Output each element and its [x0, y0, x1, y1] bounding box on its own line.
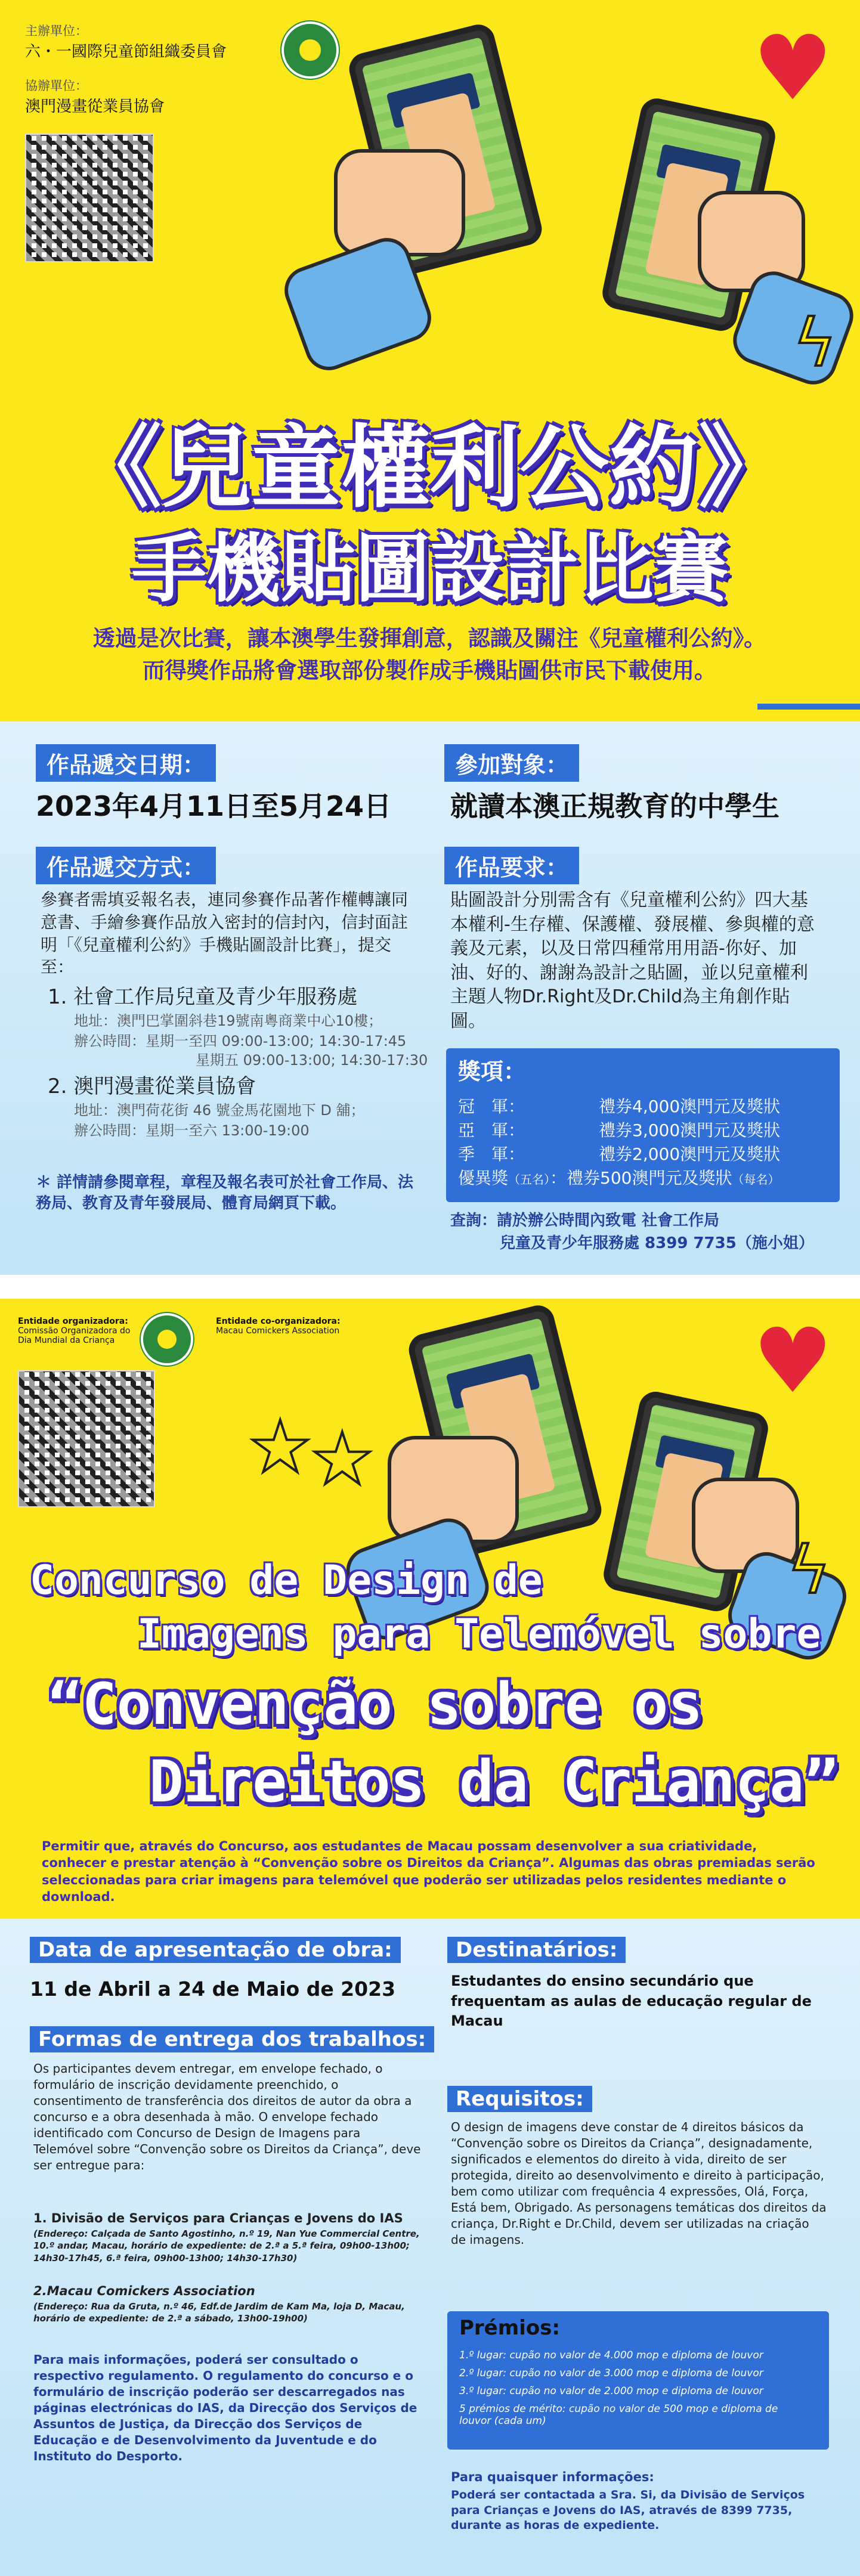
hand-left-illustration [334, 149, 465, 256]
requirements-label: Requisitos: [447, 2086, 592, 2112]
prize-row: 3.º lugar: cupão no valor de 2.000 mop e diploma de louvor [459, 2385, 763, 2397]
place-1-hours-1: 辦公時間：星期一至四 09:00-13:00; 14:30-17:45 [74, 1033, 407, 1049]
enquiry-text: Poderá ser contactada a Sra. Si, da Divisão de Serviços para Crianças e Jovens do IAS, através de 8399 7735, durante as horas de expediente. [451, 2488, 805, 2532]
prize-box [446, 1048, 840, 1202]
intro-line-1: 透過是次比賽，讓本澳學生發揮創意，認識及關注《兒童權利公約》。 [92, 626, 766, 651]
organizer-label: Entidade organizadora: [18, 1317, 128, 1326]
method-text: Os participantes devem entregar, em envelope fechado, o formulário de inscrição devidamente preenchido, o consentimento de transferência dos direitos de autor da obra a concurso e a obra desenhada à mão. O envelope fechado identificado com Concurso de Design de Imagens para Telemóvel sobre “Convenção sobre os Direitos da Criança”, deve ser entregue para: [33, 2061, 421, 2172]
title-line-1: Concurso de Design de [30, 1557, 543, 1604]
intro-line-2: 而得獎作品將會選取部份製作成手機貼圖供市民下載使用。 [143, 658, 716, 683]
target-label: 參加對象： [444, 744, 579, 782]
note-text: ＊ 詳情請參閱章程，章程及報名表可於社會工作局、法務局、教育及青年發展局、體育局網頁下載。 [36, 1174, 414, 1213]
place-2-name: 2. 澳門漫畫從業員協會 [48, 1075, 256, 1098]
prize-row: 亞 軍： 禮券3,000澳門元及獎狀 [458, 1120, 781, 1140]
enquiry-line-1: 查詢：請於辦公時間內致電 社會工作局 [450, 1212, 720, 1230]
requirements-label: 作品要求： [444, 847, 579, 884]
chinese-poster [0, 0, 860, 1275]
title-line-4: Direitos da Criança” [149, 1748, 839, 1815]
prize-row: 優異獎（五名）：禮券500澳門元及獎狀（每名） [458, 1168, 780, 1188]
qr-code[interactable] [18, 1370, 155, 1507]
qr-code[interactable] [25, 134, 154, 262]
requirements-text: 貼圖設計分別需含有《兒童權利公約》四大基本權利-生存權、保護權、發展權、參與權的意義及元素，以及日常四種常用用語-你好、加油、好的、謝謝為設計之貼圖，並以兒童權利主題人物Dr.Right及Dr.Child為主角創作貼圖。 [450, 890, 815, 1032]
prize-box [447, 2311, 829, 2450]
organizer-label: 主辦單位： [25, 24, 88, 38]
enquiry-line-2: 兒童及青少年服務處 8399 7735（施小姐） [500, 1234, 814, 1252]
deadline-value: 11 de Abril a 24 de Maio de 2023 [30, 1977, 396, 2001]
title-line-3: “Convenção sobre os [48, 1671, 703, 1738]
lightning-icon: ϟ [787, 1532, 831, 1608]
place-1-name: 1. Divisão de Serviços para Crianças e Jovens do IAS [33, 2211, 403, 2225]
target-label: Destinatários: [447, 1937, 626, 1963]
place-2-detail: (Endereço: Rua da Gruta, n.º 46, Edf.de Jardim de Kam Ma, loja D, Macau, horário de expediente: de 2.ª a sábado, 13h00-19h00) [33, 2301, 405, 2324]
method-label: 作品遞交方式： [36, 847, 216, 884]
portuguese-poster [0, 1299, 860, 2576]
enquiry-label: Para quaisquer informações: [451, 2470, 654, 2484]
coorganizer-name: 澳門漫畫從業員協會 [25, 98, 165, 116]
coorganizer-label: Entidade co-organizadora: [216, 1317, 341, 1326]
deadline-value: 2023年4月11日至5月24日 [36, 790, 392, 822]
place-2-hours: 辦公時間：星期一至六 13:00-19:00 [74, 1122, 310, 1139]
coorganizer-name: Macau Comickers Association [216, 1326, 340, 1336]
deadline-label: Data de apresentação de obra: [30, 1937, 401, 1963]
organizer-block [25, 21, 227, 61]
heart-icon: ♥ [753, 1309, 833, 1413]
prize-label: 獎項： [458, 1058, 527, 1085]
intro-text: Permitir que, através do Concurso, aos estudantes de Macau possam desenvolver a sua criatividade, conhecer e prestar atenção à “Convenção sobre os Direitos da Criança”. Algumas das obras premiadas serão seleccionadas para criar imagens para telemóvel que poderão ser utilizadas pelos residentes mediante o download. [42, 1839, 815, 1905]
place-1-detail: (Endereço: Calçada de Santo Agostinho, n.º 19, Nan Yue Commercial Centre, 10.º andar, Macau, horário de expediente: de 2.ª a 5.ª feira, 09h00-13h00; 14h30-17h45, 6.ª feira, 09h00-13h00; 14h30-17h30) [33, 2228, 420, 2264]
organizer-name: Comissão Organizadora do Dia Mundial da Criança [18, 1326, 131, 1345]
place-2-address: 地址：澳門荷花街 46 號金馬花園地下 D 舖； [74, 1102, 365, 1119]
target-value: 就讀本澳正規教育的中學生 [450, 790, 779, 822]
star-icon: ★ [248, 1406, 313, 1489]
prize-row: 季 軍： 禮券2,000澳門元及獎狀 [458, 1144, 781, 1164]
prize-row: 2.º lugar: cupão no valor de 3.000 mop e diploma de louvor [459, 2367, 763, 2379]
star-icon: ★ [310, 1418, 375, 1501]
title-line-1: 《兒童權利公約》 [72, 416, 788, 520]
divider-stripe [757, 704, 860, 710]
organizer-logo [141, 1313, 193, 1366]
organizer-name: 六・一國際兒童節組織委員會 [25, 43, 227, 61]
requirements-text: O design de imagens deve constar de 4 direitos básicos da “Convenção sobre os Direitos da Criança”, designadamente, significados e elementos do direito à vida, direito de ser protegida, direito ao desenvolvimento e direito à participação, bem como utilizar com frequência 4 expressões, Olá, Força, Está bem, Obrigado. As personagens temáticas dos direitos da criança, Dr.Right e Dr.Child, devem ser utilizadas na criação de imagens. [451, 2120, 827, 2247]
prize-row: 1.º lugar: cupão no valor de 4.000 mop e diploma de louvor [459, 2349, 763, 2361]
prize-label: Prémios: [459, 2316, 561, 2340]
organizer-block [18, 1317, 137, 1345]
place-1-hours-2: 星期五 09:00-13:00; 14:30-17:30 [196, 1052, 428, 1069]
title-line-2: Imagens para Telemóvel sobre [137, 1611, 821, 1658]
heart-icon: ♥ [753, 17, 833, 120]
note-text: Para mais informações, poderá ser consultado o respectivo regulamento. O regulamento do concurso e o formulário de inscrição poderão ser descarregados nas páginas electrónicas do IAS, da Direcção dos Serviços de Assuntos de Justiça, da Direcção dos Serviços de Educação e de Desenvolvimento da Juventude e do Instituto do Desporto. [33, 2352, 417, 2463]
method-text: 參賽者需填妥報名表，連同參賽作品著作權轉讓同意書、手繪參賽作品放入密封的信封內，信封面註明「《兒童權利公約》手機貼圖設計比賽」，提交至： [41, 890, 409, 977]
prize-row: 冠 軍： 禮券4,000澳門元及獎狀 [458, 1097, 781, 1116]
method-label: Formas de entrega dos trabalhos: [30, 2026, 434, 2052]
target-value: Estudantes do ensino secundário que frequentam as aulas de educação regular de Macau [451, 1973, 812, 2030]
poster-gap [0, 1275, 860, 1299]
title-line-2: 手機貼圖設計比賽 [132, 526, 728, 612]
place-1-name: 1. 社會工作局兒童及青少年服務處 [48, 985, 358, 1009]
coorganizer-block [25, 76, 165, 116]
organizer-logo [281, 21, 339, 79]
place-2-name: 2.Macau Comickers Association [33, 2284, 255, 2298]
lightning-icon: ϟ [793, 305, 837, 381]
prize-row: 5 prémios de mérito: cupão no valor de 500 mop e diploma de louvor (cada um) [459, 2403, 778, 2427]
place-1-address: 地址：澳門巴掌圍斜巷19號南粵商業中心10樓； [74, 1013, 383, 1029]
deadline-label: 作品遞交日期： [36, 744, 216, 782]
coorganizer-block [216, 1317, 371, 1336]
coorganizer-label: 協辦單位： [25, 79, 88, 93]
